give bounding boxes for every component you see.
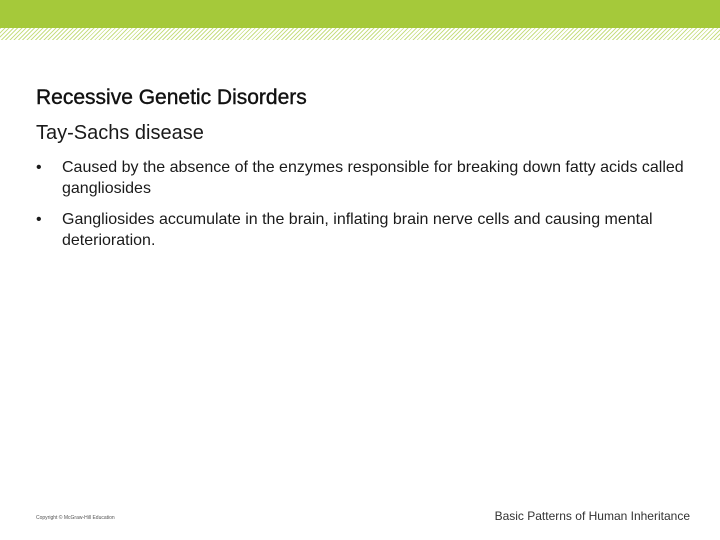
- copyright-notice: Copyright © McGraw-Hill Education: [36, 515, 115, 521]
- list-item: [36, 157, 696, 199]
- bullet-list: [36, 157, 696, 261]
- slide-subtitle: Tay-Sachs disease: [36, 122, 204, 144]
- bullet-text: Caused by the absence of the enzymes responsible for breaking down fatty acids called gangliosides: [62, 159, 684, 197]
- bullet-marker: •: [36, 159, 42, 176]
- header-color-bar: [0, 0, 720, 28]
- list-item: [36, 209, 696, 251]
- footer-chapter-title: Basic Patterns of Human Inheritance: [494, 509, 690, 523]
- bullet-marker: •: [36, 211, 42, 228]
- header-stripe-band: [0, 28, 720, 40]
- bullet-text: Gangliosides accumulate in the brain, inflating brain nerve cells and causing mental deterioration.: [62, 211, 653, 249]
- slide-title: Recessive Genetic Disorders: [36, 86, 307, 109]
